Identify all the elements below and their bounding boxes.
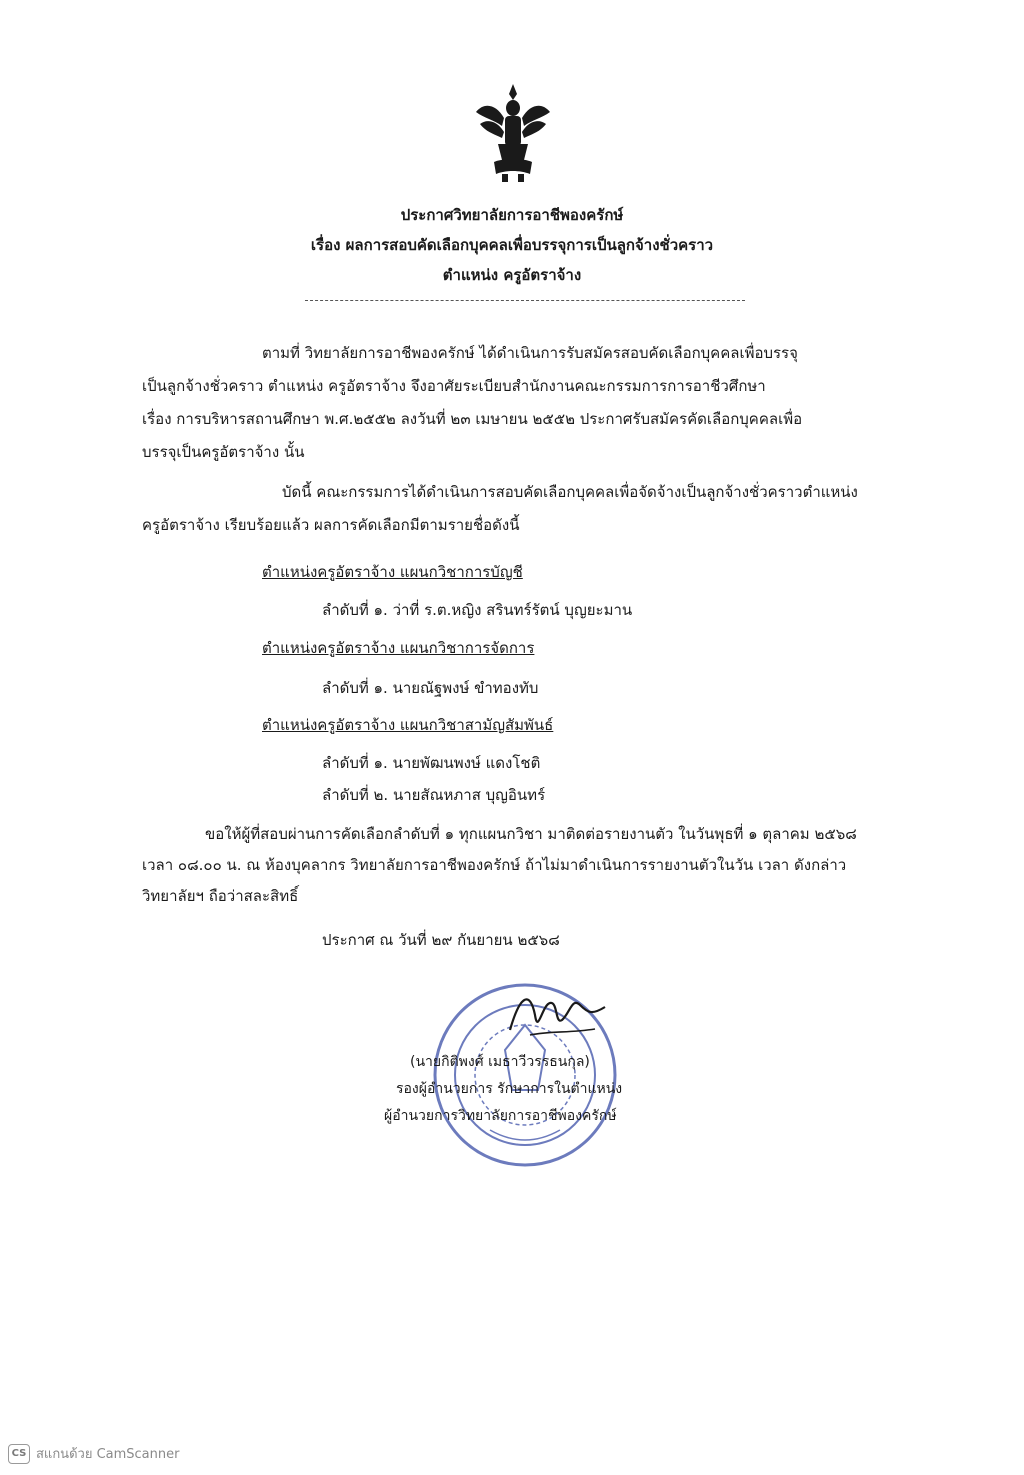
camscanner-footer <box>8 1443 179 1464</box>
signatory-position-2: ผู้อำนวยการวิทยาลัยการอาชีพองครักษ์ <box>384 1108 617 1124</box>
signatory-name: (นายกิติพงศ์ เมธาวีวรรธนกุล) <box>410 1054 590 1070</box>
intro-line-3: เรื่อง การบริหารสถานศึกษา พ.ศ.๒๕๕๒ ลงวันที่ ๒๓ เมษายน ๒๕๕๒ ประกาศรับสมัครคัดเลือกบุคคลเพื่อ <box>142 410 803 428</box>
signature-icon <box>500 985 610 1045</box>
section-title-management: ตำแหน่งครูอัตราจ้าง แผนกวิชาการจัดการ <box>262 639 535 657</box>
result-line-2: ครูอัตราจ้าง เรียบร้อยแล้ว ผลการคัดเลือกมีตามรายชื่อดังนี้ <box>142 516 520 534</box>
doc-subject: เรื่อง ผลการสอบคัดเลือกบุคคลเพื่อบรรจุการเป็นลูกจ้างชั่วคราว <box>310 236 714 254</box>
doc-position: ตำแหน่ง ครูอัตราจ้าง <box>442 266 582 284</box>
intro-line-4: บรรจุเป็นครูอัตราจ้าง นั้น <box>142 443 305 461</box>
signatory-position-1: รองผู้อำนวยการ รักษาการในตำแหน่ง <box>396 1081 623 1097</box>
doc-title: ประกาศวิทยาลัยการอาชีพองครักษ์ <box>400 206 624 224</box>
closing-line-2: เวลา ๐๘.๐๐ น. ณ ห้องบุคลากร วิทยาลัยการอาชีพองครักษ์ ถ้าไม่มาดำเนินการรายงานตัวในวัน เวลา ดังกล่าว <box>142 856 847 874</box>
section-title-general: ตำแหน่งครูอัตราจ้าง แผนกวิชาสามัญสัมพันธ์ <box>262 716 554 734</box>
closing-line-1: ขอให้ผู้ที่สอบผ่านการคัดเลือกลำดับที่ ๑ ทุกแผนกวิชา มาติดต่อรายงานตัว ในวันพุธที่ ๑ ตุลาคม ๒๕๖๘ <box>205 825 857 843</box>
camscanner-label: สแกนด้วย CamScanner <box>36 1447 180 1462</box>
garuda-emblem-icon <box>474 82 552 184</box>
list-item: ลำดับที่ ๒. นายสัณหภาส บุญอินทร์ <box>322 786 546 804</box>
announce-date: ประกาศ ณ วันที่ ๒๙ กันยายน ๒๕๖๘ <box>322 931 560 949</box>
intro-line-2: เป็นลูกจ้างชั่วคราว ตำแหน่ง ครูอัตราจ้าง จึงอาศัยระเบียบสำนักงานคณะกรรมการการอาชีวศึกษา <box>142 377 766 395</box>
header-divider <box>305 300 745 301</box>
intro-line-1: ตามที่ วิทยาลัยการอาชีพองครักษ์ ได้ดำเนินการรับสมัครสอบคัดเลือกบุคคลเพื่อบรรจุ <box>262 344 798 362</box>
closing-line-3: วิทยาลัยฯ ถือว่าสละสิทธิ์ <box>142 887 299 905</box>
camscanner-icon: CS <box>8 1444 30 1464</box>
result-line-1: บัดนี้ คณะกรรมการได้ดำเนินการสอบคัดเลือกบุคคลเพื่อจัดจ้างเป็นลูกจ้างชั่วคราวตำแหน่ง <box>282 483 858 501</box>
list-item: ลำดับที่ ๑. ว่าที่ ร.ต.หญิง สรินทร์รัตน์ บุญยะมาน <box>322 601 633 619</box>
section-title-accounting: ตำแหน่งครูอัตราจ้าง แผนกวิชาการบัญชี <box>262 563 523 581</box>
list-item: ลำดับที่ ๑. นายพัฒนพงษ์ แดงโชติ <box>322 754 541 772</box>
list-item: ลำดับที่ ๑. นายณัฐพงษ์ ขำทองทับ <box>322 679 539 697</box>
